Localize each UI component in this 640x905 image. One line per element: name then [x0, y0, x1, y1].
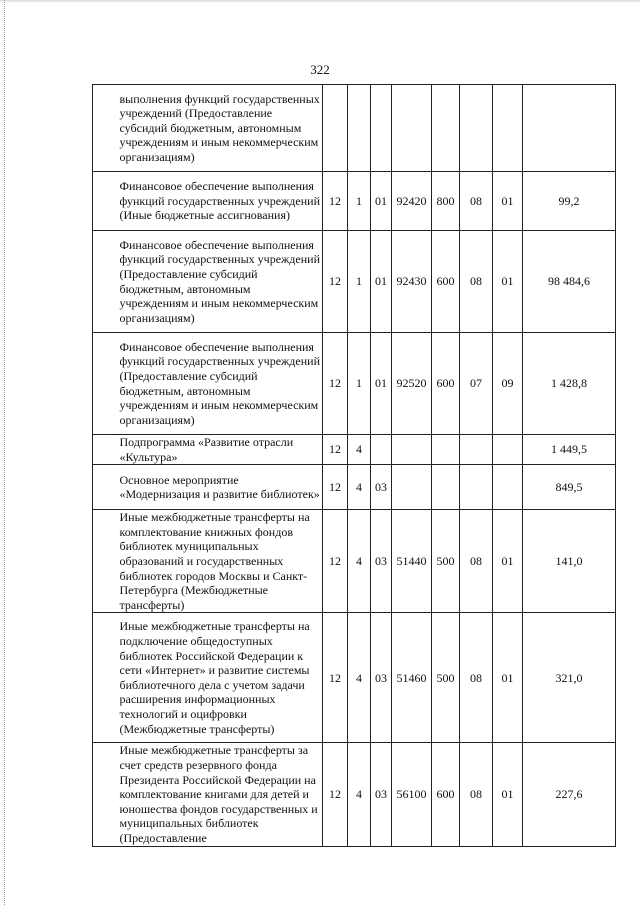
code-cell [460, 85, 493, 172]
amount-cell [523, 85, 616, 172]
indent-cell [93, 231, 117, 333]
code-cell: 51440 [392, 510, 432, 613]
code-cell [432, 435, 460, 465]
code-cell: 03 [371, 510, 392, 613]
code-cell: 12 [323, 231, 348, 333]
code-cell: 01 [371, 231, 392, 333]
code-cell [432, 465, 460, 510]
code-cell: 800 [432, 172, 460, 231]
code-cell: 08 [460, 743, 493, 846]
code-cell: 09 [493, 333, 523, 435]
code-cell [323, 85, 348, 172]
code-cell: 1 [348, 333, 371, 435]
table-row [93, 172, 616, 231]
row-name: Иные межбюджетные трансферты за счет средств резервного фонда Президента Российской Федерации на комплектование книгами для детей и юношества фондов государственных и муниципальных библиотек (Предоставление [117, 743, 323, 846]
code-cell: 01 [493, 510, 523, 613]
row-name: Финансовое обеспечение выполнения функций государственных учреждений (Иные бюджетные ассигнования) [117, 172, 323, 231]
code-cell [348, 85, 371, 172]
budget-table [92, 84, 616, 847]
code-cell [460, 435, 493, 465]
amount-cell: 1 449,5 [523, 435, 616, 465]
code-cell: 600 [432, 333, 460, 435]
table-row [93, 743, 616, 846]
code-cell: 4 [348, 435, 371, 465]
indent-cell [93, 85, 117, 172]
row-name: Иные межбюджетные трансферты на комплектование книжных фондов библиотек муниципальных образований и государственных библиотек городов Москвы и Санкт-Петербурга (Межбюджетные трансферты) [117, 510, 323, 613]
code-cell: 01 [493, 743, 523, 846]
row-name: Финансовое обеспечение выполнения функций государственных учреждений (Предоставление субсидий бюджетным, автономным учреждениям и иным некоммерческим организациям) [117, 333, 323, 435]
scan-top-edge [0, 0, 640, 3]
indent-cell [93, 435, 117, 465]
code-cell: 4 [348, 510, 371, 613]
indent-cell [93, 743, 117, 846]
row-name: Подпрограмма «Развитие отрасли «Культура» [117, 435, 323, 465]
code-cell: 08 [460, 510, 493, 613]
code-cell: 600 [432, 231, 460, 333]
code-cell: 56100 [392, 743, 432, 846]
code-cell [432, 85, 460, 172]
indent-cell [93, 172, 117, 231]
amount-cell: 849,5 [523, 465, 616, 510]
code-cell: 08 [460, 172, 493, 231]
code-cell [392, 85, 432, 172]
code-cell: 08 [460, 613, 493, 743]
row-name: Финансовое обеспечение выполнения функций государственных учреждений (Предоставление субсидий бюджетным, автономным учреждениям и иным некоммерческим организациям) [117, 231, 323, 333]
code-cell: 03 [371, 465, 392, 510]
indent-cell [93, 333, 117, 435]
code-cell: 03 [371, 613, 392, 743]
table-row [93, 333, 616, 435]
amount-cell: 321,0 [523, 613, 616, 743]
code-cell: 12 [323, 613, 348, 743]
amount-cell: 99,2 [523, 172, 616, 231]
code-cell: 1 [348, 172, 371, 231]
code-cell: 07 [460, 333, 493, 435]
code-cell [493, 465, 523, 510]
code-cell: 01 [371, 333, 392, 435]
code-cell: 92420 [392, 172, 432, 231]
code-cell [392, 435, 432, 465]
binding-edge [4, 0, 6, 905]
code-cell: 92520 [392, 333, 432, 435]
indent-cell [93, 613, 117, 743]
code-cell: 600 [432, 743, 460, 846]
code-cell: 01 [493, 172, 523, 231]
code-cell: 1 [348, 231, 371, 333]
code-cell: 12 [323, 743, 348, 846]
code-cell [493, 435, 523, 465]
code-cell: 12 [323, 465, 348, 510]
code-cell: 500 [432, 510, 460, 613]
code-cell: 4 [348, 743, 371, 846]
amount-cell: 1 428,8 [523, 333, 616, 435]
code-cell: 12 [323, 435, 348, 465]
table-row [93, 435, 616, 465]
table-row [93, 231, 616, 333]
amount-cell: 227,6 [523, 743, 616, 846]
code-cell: 01 [493, 231, 523, 333]
code-cell: 4 [348, 613, 371, 743]
code-cell: 12 [323, 172, 348, 231]
code-cell [460, 465, 493, 510]
code-cell [493, 85, 523, 172]
table-row [93, 85, 616, 172]
code-cell: 4 [348, 465, 371, 510]
code-cell: 01 [493, 613, 523, 743]
code-cell [392, 465, 432, 510]
amount-cell: 98 484,6 [523, 231, 616, 333]
code-cell: 12 [323, 333, 348, 435]
code-cell: 01 [371, 172, 392, 231]
row-name: Основное мероприятие «Модернизация и развитие библиотек» [117, 465, 323, 510]
table-row [93, 465, 616, 510]
row-name: выполнения функций государственных учреждений (Предоставление субсидий бюджетным, автономным учреждениям и иным некоммерческим организациям) [117, 85, 323, 172]
indent-cell [93, 465, 117, 510]
indent-cell [93, 510, 117, 613]
code-cell: 08 [460, 231, 493, 333]
code-cell: 03 [371, 743, 392, 846]
table-row [93, 613, 616, 743]
code-cell [371, 85, 392, 172]
code-cell: 12 [323, 510, 348, 613]
page-number: 322 [310, 62, 330, 77]
table-row [93, 510, 616, 613]
row-name: Иные межбюджетные трансферты на подключение общедоступных библиотек Российской Федерации к сети «Интернет» и развитие системы библиотечного дела с учетом задачи расширения информационных технологий и оцифровки (Межбюджетные трансферты) [117, 613, 323, 743]
code-cell: 51460 [392, 613, 432, 743]
code-cell [371, 435, 392, 465]
amount-cell: 141,0 [523, 510, 616, 613]
code-cell: 500 [432, 613, 460, 743]
code-cell: 92430 [392, 231, 432, 333]
